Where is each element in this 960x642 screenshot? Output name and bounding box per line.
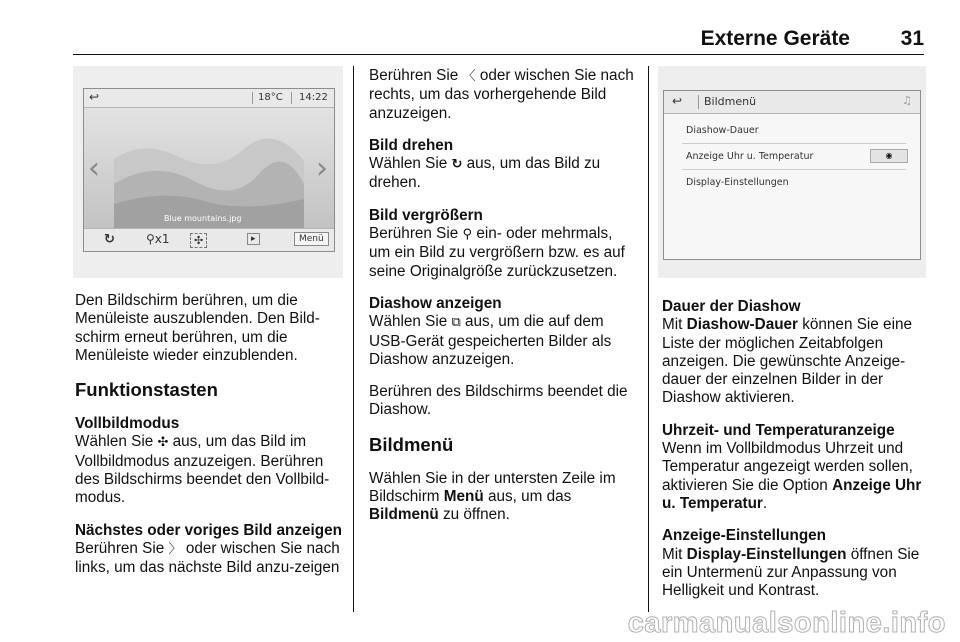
slideshow-icon: ⧉	[451, 315, 461, 331]
menu-item-diashow-dauer[interactable]: Diashow-Dauer	[686, 125, 759, 136]
paragraph-naechstes-bild: Berühren Sie 〉 oder wischen Sie nach links, um das nächste Bild anzu-zeigen	[75, 539, 340, 577]
fullscreen-icon[interactable]: ✣	[190, 233, 207, 248]
zoom-icon[interactable]: ⚲x1	[146, 232, 170, 246]
paragraph-voriges-bild: Berühren Sie 〈 oder wischen Sie nach rechts, um das vorhergehende Bild anzuzeigen.	[369, 67, 634, 122]
heading-bildmenue: Bildmenü	[369, 433, 454, 455]
column-divider	[648, 66, 649, 612]
column-2	[369, 67, 637, 539]
menu-button[interactable]: Menü	[294, 232, 329, 246]
bildmenue-screenshot	[658, 66, 926, 278]
menu-item-display-einstellungen[interactable]: Display-Einstellungen	[686, 177, 789, 188]
heading-naechstes-bild: Nächstes oder voriges Bild anzeigen	[75, 521, 342, 539]
intro-paragraph: Den Bildschirm berühren, um die Menüleiste auszublenden. Den Bild-schirm erneut berühren, um die Menüleiste wieder einzublenden.	[75, 292, 320, 364]
paragraph-diashow-anzeigen: Wählen Sie ⧉ aus, um die auf dem USB-Gerät gespeicherten Bilder als Diashow anzuzeigen.	[369, 313, 612, 368]
heading-diashow-anzeigen: Diashow anzeigen	[369, 294, 502, 312]
heading-anzeige-einstellungen: Anzeige-Einstellungen	[662, 527, 827, 545]
zoom-icon: ⚲	[462, 227, 473, 243]
bar-separator	[252, 92, 253, 104]
paragraph-dauer-diashow: Mit Diashow-Dauer können Sie eine Liste der möglichen Zeitabfolgen anzeigen. Die gewünschte Anzeige-dauer der einzelnen Bilder in der Diashow aktivieren.	[662, 316, 912, 407]
heading-dauer-diashow: Dauer der Diashow	[662, 298, 801, 315]
music-note-icon: ♫	[902, 94, 912, 107]
heading-bild-drehen: Bild drehen	[369, 136, 454, 154]
chevron-left-icon[interactable]: ‹	[88, 151, 100, 186]
toggle-anzeige-uhr[interactable]: ◉	[870, 149, 908, 163]
temperature-readout: 18°C	[258, 92, 283, 103]
paragraph-bild-drehen: Wählen Sie ↻ aus, um das Bild zu drehen.	[369, 155, 601, 192]
back-icon[interactable]: ↩	[672, 94, 683, 108]
paragraph-diashow-beendet: Berühren des Bildschirms beendet die Diashow.	[369, 383, 628, 419]
paragraph-anzeige-einstellungen: Mit Display-Einstellungen öffnen Sie ein Untermenü zur Anpassung von Helligkeit und Kontrast.	[662, 545, 920, 600]
paragraph-uhrzeit-temperatur: Wenn im Vollbildmodus Uhrzeit und Temperatur angezeigt werden sollen, aktivieren Sie die Option Anzeige Uhr u. Temperatur.	[662, 440, 922, 512]
menu-item-anzeige-uhr[interactable]: Anzeige Uhr u. Temperatur	[686, 151, 814, 162]
viewer-screen	[83, 88, 335, 252]
image-viewer-screenshot	[73, 66, 343, 278]
column-3	[662, 298, 930, 614]
menu-divider	[682, 143, 906, 144]
chevron-right-icon: 〉	[168, 541, 182, 557]
mountain-photo	[84, 89, 334, 251]
bildmenue-title: Bildmenü	[704, 95, 757, 108]
page-header-title: Externe Geräte	[700, 27, 850, 50]
slideshow-icon[interactable]: ▸	[247, 233, 260, 245]
paragraph-bildmenue: Wählen Sie in der untersten Zeile im Bildschirm Menü aus, um das Bildmenü zu öffnen.	[369, 469, 616, 524]
image-filename: Blue mountains.jpg	[164, 214, 242, 223]
back-icon[interactable]: ↩	[89, 90, 100, 104]
paragraph-vollbildmodus: Wählen Sie ✣ aus, um das Bild im Vollbildmodus anzuzeigen. Berühren des Bildschirms beendet den Vollbild-modus.	[75, 433, 330, 507]
rotate-icon: ↻	[451, 157, 463, 173]
clock-readout: 14:22	[299, 92, 328, 103]
paragraph-bild-vergroessern: Berühren Sie ⚲ ein- oder mehrmals, um ein Bild zu vergrößern bzw. es auf seine Originalgröße zurückzusetzen.	[369, 225, 625, 280]
column-1	[75, 292, 347, 592]
chevron-left-icon: 〈	[462, 69, 476, 84]
chevron-right-icon[interactable]: ›	[316, 151, 328, 186]
bar-separator	[291, 92, 292, 104]
rotate-icon[interactable]: ↻	[104, 232, 115, 247]
bildmenue-title-bar	[664, 91, 920, 114]
menu-divider	[682, 169, 906, 170]
bildmenue-screen	[663, 90, 921, 260]
heading-funktionstasten: Funktionstasten	[75, 379, 218, 401]
heading-vollbildmodus: Vollbildmodus	[75, 415, 180, 433]
header-rule	[73, 54, 924, 55]
watermark: carmanualsonline.info	[627, 607, 946, 639]
bar-separator	[698, 95, 699, 109]
heading-uhrzeit-temperatur: Uhrzeit- und Temperaturanzeige	[662, 421, 895, 439]
column-divider	[353, 66, 354, 612]
viewer-bottom-bar	[84, 228, 334, 251]
heading-bild-vergroessern: Bild vergrößern	[369, 206, 483, 224]
fullscreen-icon: ✣	[157, 435, 169, 451]
page-number: 31	[900, 27, 924, 50]
viewer-top-bar	[84, 89, 334, 108]
